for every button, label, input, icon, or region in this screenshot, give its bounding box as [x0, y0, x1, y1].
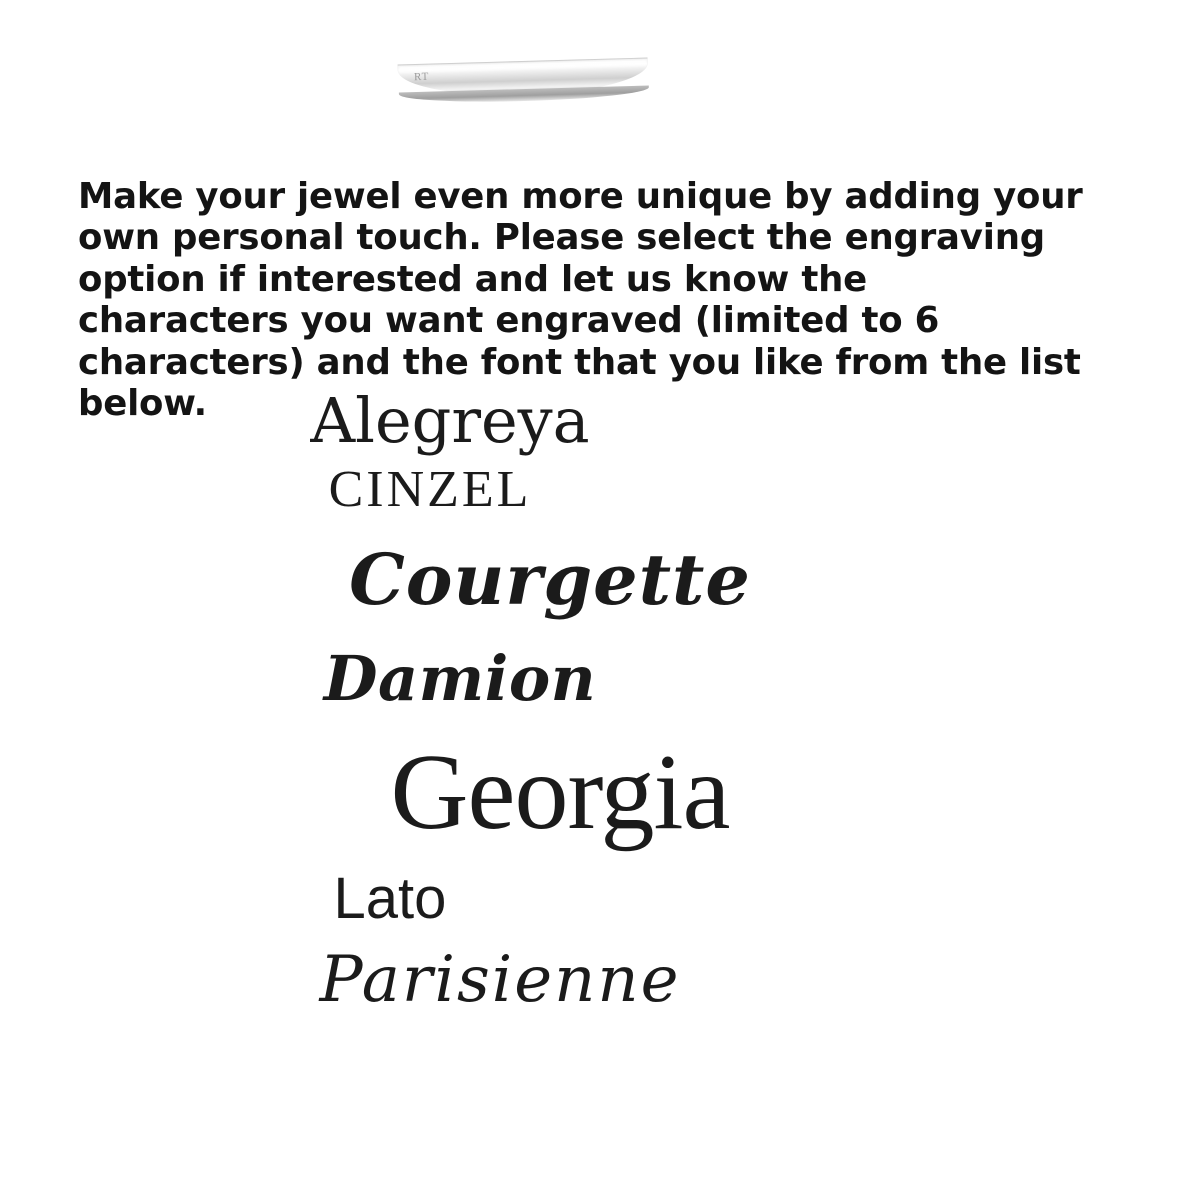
- font-sample-damion: Damion: [323, 642, 597, 716]
- font-sample-courgette: Courgette: [349, 538, 751, 622]
- font-sample-alegreya: Alegreya: [310, 384, 590, 457]
- font-sample-cinzel: CINZEL: [328, 461, 532, 518]
- font-sample-parisienne: Parisienne: [319, 942, 681, 1017]
- font-sample-lato: Lato: [333, 866, 447, 932]
- engraved-mark-text: RT: [413, 70, 430, 84]
- font-sample-list: [0, 384, 1200, 1022]
- product-image: [398, 55, 660, 105]
- intro-paragraph: Make your jewel even more unique by adding your own personal touch. Please select the engraving option if interested and let us know the characters you want engraved (limited to 6 characters) and the font that you like from the list below.: [78, 175, 1083, 425]
- font-sample-georgia: Georgia: [390, 733, 730, 853]
